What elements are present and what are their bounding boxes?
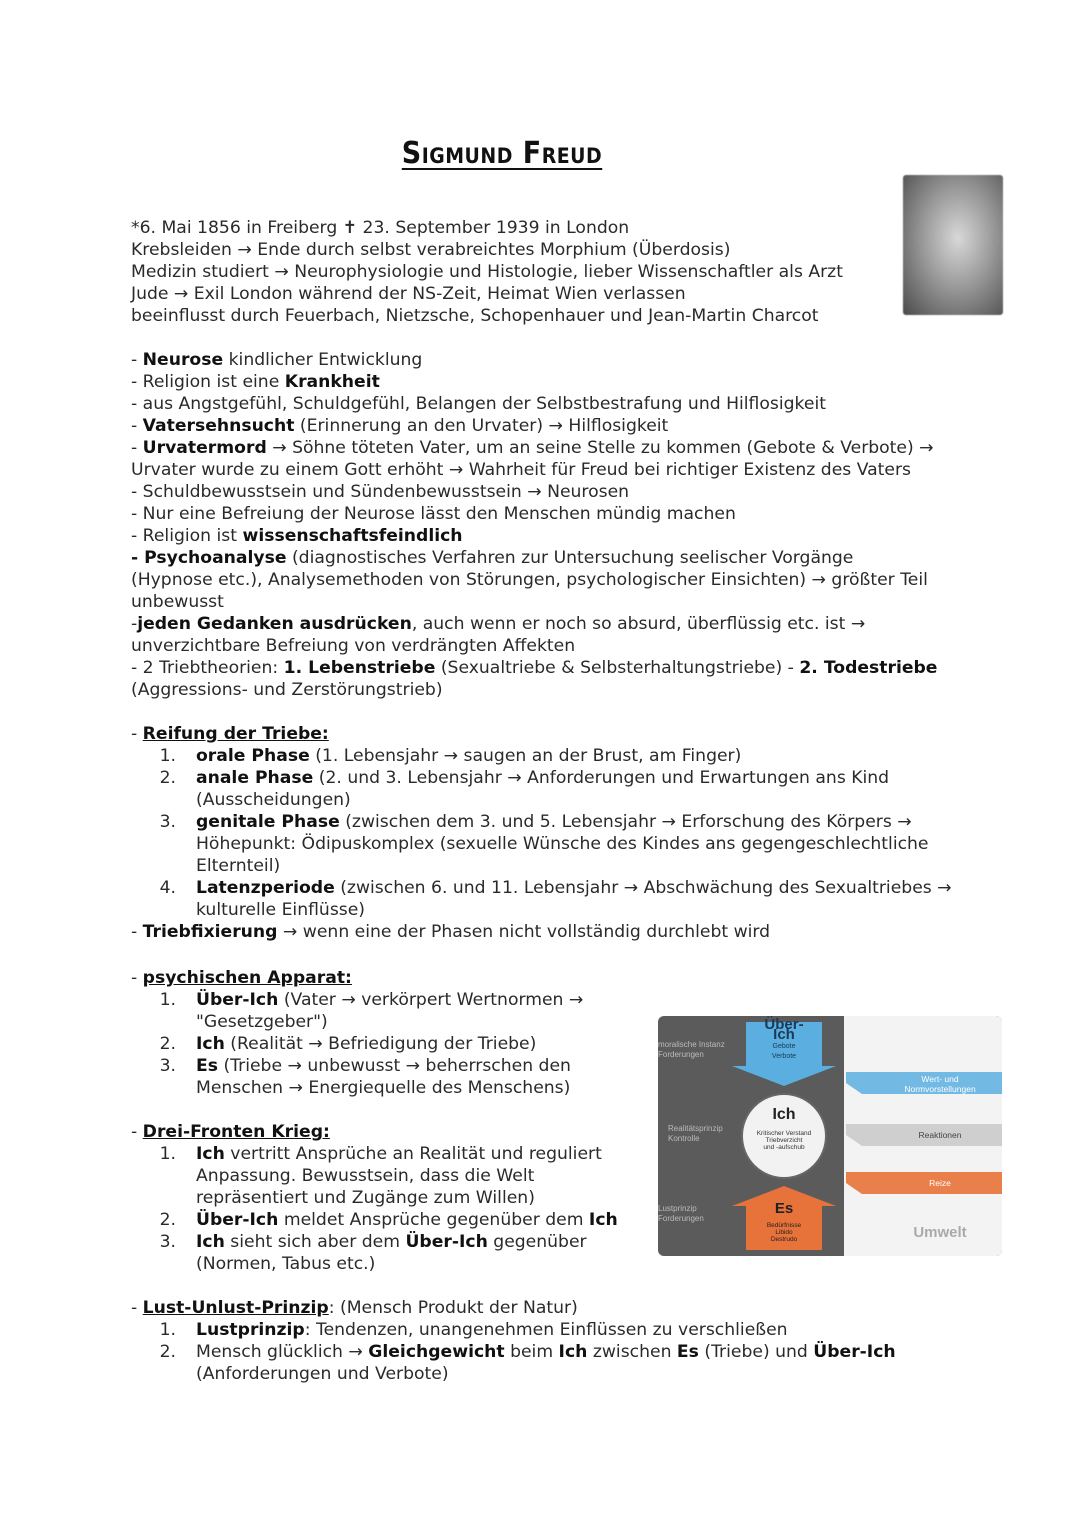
list-item-cont: Elternteil) bbox=[196, 856, 281, 876]
right-label-3: Reize bbox=[929, 1178, 951, 1188]
list-number: 1. bbox=[159, 1320, 176, 1340]
list-item: Ich (Realität → Befriedigung der Triebe) bbox=[196, 1034, 537, 1054]
bullet-triebtheorien: - 2 Triebtheorien: 1. Lebenstriebe (Sexualtriebe & Selbsterhaltungstriebe) - 2. Todestriebe bbox=[131, 658, 938, 678]
list-item: Über-Ich meldet Ansprüche gegenüber dem Ich bbox=[196, 1210, 618, 1230]
list-item-cont: (Normen, Tabus etc.) bbox=[196, 1254, 376, 1274]
list-number: 1. bbox=[159, 990, 176, 1010]
list-item-cont: Höhepunkt: Ödipuskomplex (sexuelle Wünsche des Kindes ans gegengeschlechtliche bbox=[196, 834, 929, 854]
ueber-ich-label: Über-Ich bbox=[764, 1016, 804, 1043]
section-heading-fronten: - Drei-Fronten Krieg: bbox=[131, 1122, 330, 1142]
section-heading-lust: - Lust-Unlust-Prinzip: (Mensch Produkt der Natur) bbox=[131, 1298, 578, 1318]
ich-label: Ich bbox=[772, 1106, 796, 1123]
bio-line: Krebsleiden → Ende durch selbst verabreichtes Morphium (Überdosis) bbox=[131, 240, 731, 260]
list-item: Mensch glücklich → Gleichgewicht beim Ich zwischen Es (Triebe) und Über-Ich bbox=[196, 1342, 896, 1362]
left-label-3: Lustprinzip Forderungen bbox=[658, 1204, 704, 1223]
bullet-gedanken-cont: unverzichtbare Befreiung von verdrängten Affekten bbox=[131, 636, 576, 656]
list-number: 1. bbox=[159, 1144, 176, 1164]
portrait-photo bbox=[903, 175, 1003, 315]
list-number: 1. bbox=[159, 746, 176, 766]
bullet-triebfixierung: - Triebfixierung → wenn eine der Phasen nicht vollständig durchlebt wird bbox=[131, 922, 771, 942]
list-number: 2. bbox=[159, 1342, 176, 1362]
bio-line: *6. Mai 1856 in Freiberg ✝ 23. September 1939 in London bbox=[131, 218, 630, 238]
list-number: 4. bbox=[159, 878, 176, 898]
bullet-psychoanalyse-cont: (Hypnose etc.), Analysemethoden von Störungen, psychologischer Einsichten) → größter Teil bbox=[131, 570, 928, 590]
list-item: orale Phase (1. Lebensjahr → saugen an der Brust, am Finger) bbox=[196, 746, 742, 766]
list-item: Über-Ich (Vater → verkörpert Wertnormen → bbox=[196, 990, 584, 1010]
list-item: Latenzperiode (zwischen 6. und 11. Lebensjahr → Abschwächung des Sexualtriebes → bbox=[196, 878, 952, 898]
bullet-schuld: - Schuldbewusstsein und Sündenbewusstsein → Neurosen bbox=[131, 482, 630, 502]
ueber-ich-sub: Gebote Verbote bbox=[771, 1043, 797, 1060]
left-label-2: Realitätsprinzip Kontrolle bbox=[668, 1124, 723, 1143]
es-label: Es bbox=[774, 1200, 794, 1217]
bullet-angst: - aus Angstgefühl, Schuldgefühl, Belangen der Selbstbestrafung und Hilflosigkeit bbox=[131, 394, 826, 414]
bullet-wissenschaft: - Religion ist wissenschaftsfeindlich bbox=[131, 526, 463, 546]
bullet-vater: - Vatersehnsucht (Erinnerung an den Urvater) → Hilflosigkeit bbox=[131, 416, 669, 436]
list-item-cont: Anpassung. Bewusstsein, dass die Welt bbox=[196, 1166, 535, 1186]
bullet-urvatermord: - Urvatermord → Söhne töteten Vater, um an seine Stelle zu kommen (Gebote & Verbote) → bbox=[131, 438, 934, 458]
es-sub: Bedürfnisse Libido Destrudo bbox=[766, 1222, 802, 1243]
right-label-1: Wert- und Normvorstellungen bbox=[904, 1074, 976, 1094]
bullet-befreiung: - Nur eine Befreiung der Neurose lässt den Menschen mündig machen bbox=[131, 504, 736, 524]
list-number: 3. bbox=[159, 1056, 176, 1076]
umwelt-label: Umwelt bbox=[913, 1224, 967, 1241]
list-number: 3. bbox=[159, 812, 176, 832]
list-item-cont: Menschen → Energiequelle des Menschens) bbox=[196, 1078, 571, 1098]
right-label-2: Reaktionen bbox=[918, 1130, 962, 1140]
list-item: Ich vertritt Ansprüche an Realität und reguliert bbox=[196, 1144, 602, 1164]
section-heading-reifung: - Reifung der Triebe: bbox=[131, 724, 329, 744]
bullet-gedanken: -jeden Gedanken ausdrücken, auch wenn er noch so absurd, überflüssig etc. ist → bbox=[131, 614, 866, 634]
list-item: genitale Phase (zwischen dem 3. und 5. Lebensjahr → Erforschung des Körpers → bbox=[196, 812, 912, 832]
list-item: anale Phase (2. und 3. Lebensjahr → Anforderungen und Erwartungen ans Kind bbox=[196, 768, 890, 788]
list-item-cont: kulturelle Einflüsse) bbox=[196, 900, 366, 920]
list-item-cont: (Ausscheidungen) bbox=[196, 790, 351, 810]
bullet-triebtheorien-cont: (Aggressions- und Zerstörungstrieb) bbox=[131, 680, 443, 700]
section-heading-apparat: - psychischen Apparat: bbox=[131, 968, 352, 988]
bullet-psychoanalyse: - Psychoanalyse (diagnostisches Verfahren zur Untersuchung seelischer Vorgänge bbox=[131, 548, 854, 568]
bio-line: Medizin studiert → Neurophysiologie und Histologie, lieber Wissenschaftler als Arzt bbox=[131, 262, 843, 282]
page-title: Sigmund Freud bbox=[401, 136, 603, 171]
bullet-neurose: - Neurose kindlicher Entwicklung bbox=[131, 350, 423, 370]
list-item-cont: "Gesetzgeber") bbox=[196, 1012, 328, 1032]
list-item: Lustprinzip: Tendenzen, unangenehmen Einflüssen zu verschließen bbox=[196, 1320, 788, 1340]
bio-line: beeinflusst durch Feuerbach, Nietzsche, Schopenhauer und Jean-Martin Charcot bbox=[131, 306, 819, 326]
list-item: Ich sieht sich aber dem Über-Ich gegenüber bbox=[196, 1232, 587, 1252]
bullet-psychoanalyse-cont: unbewusst bbox=[131, 592, 224, 612]
list-item: Es (Triebe → unbewusst → beherrschen den bbox=[196, 1056, 571, 1076]
bullet-urvatermord-cont: Urvater wurde zu einem Gott erhöht → Wahrheit für Freud bei richtiger Existenz des Vaters bbox=[131, 460, 911, 480]
left-label-1: moralische Instanz Forderungen bbox=[658, 1040, 725, 1059]
bio-line: Jude → Exil London während der NS-Zeit, Heimat Wien verlassen bbox=[131, 284, 686, 304]
list-item-cont: (Anforderungen und Verbote) bbox=[196, 1364, 449, 1384]
psyche-diagram bbox=[658, 1016, 1002, 1256]
list-number: 2. bbox=[159, 768, 176, 788]
list-number: 2. bbox=[159, 1210, 176, 1230]
bullet-religion: - Religion ist eine Krankheit bbox=[131, 372, 380, 392]
list-number: 2. bbox=[159, 1034, 176, 1054]
ich-sub: Kritischer Verstand Triebverzicht und -aufschub bbox=[756, 1130, 812, 1151]
list-item-cont: repräsentiert und Zugänge zum Willen) bbox=[196, 1188, 535, 1208]
list-number: 3. bbox=[159, 1232, 176, 1252]
